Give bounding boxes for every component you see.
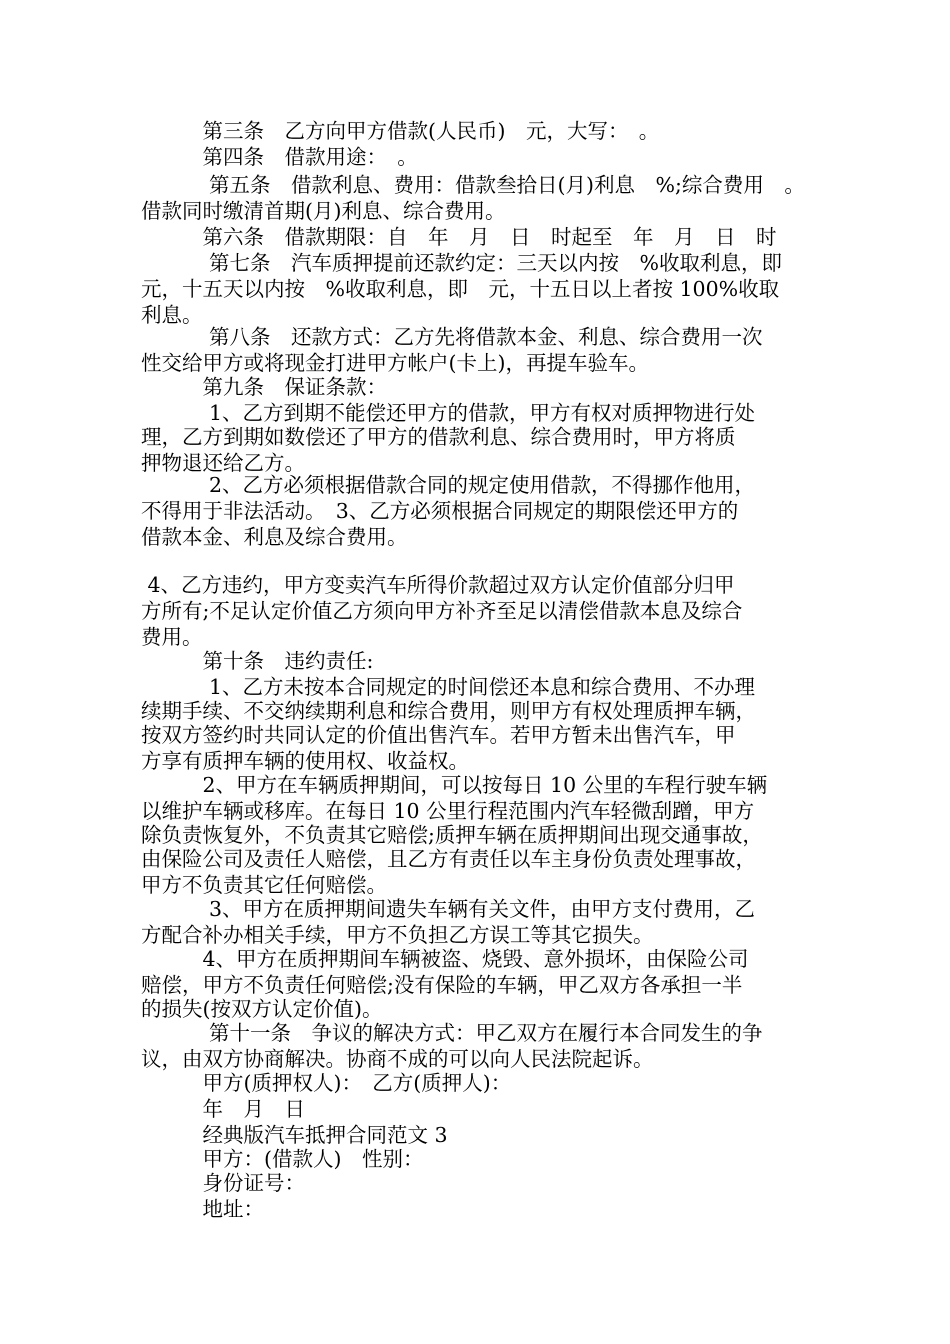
text-line: 不得用于非法活动。 3、乙方必须根据合同规定的期限偿还甲方的: [141, 499, 739, 523]
text-line: 利息。: [141, 303, 203, 327]
text-line: 1、乙方到期不能偿还甲方的借款，甲方有权对质押物进行处: [141, 401, 756, 425]
text-line: 除负责恢复外，不负责其它赔偿;质押车辆在质押期间出现交通事故，: [141, 823, 763, 847]
text-line: 续期手续、不交纳续期利息和综合费用，则甲方有权处理质押车辆，: [141, 699, 756, 723]
text-line: 由保险公司及责任人赔偿，且乙方有责任以车主身份负责处理事故，: [141, 847, 756, 871]
text-line: 地址：: [141, 1197, 264, 1221]
text-line: 第八条 还款方式：乙方先将借款本金、利息、综合费用一次: [141, 325, 763, 349]
text-line: 的损失(按双方认定价值)。: [141, 997, 383, 1021]
text-line: 第九条 保证条款：: [141, 375, 387, 399]
text-line: 议，由双方协商解决。协商不成的可以向人民法院起诉。: [141, 1047, 654, 1071]
text-line: 第十条 违约责任:: [141, 649, 374, 673]
text-line: 方所有;不足认定价值乙方须向甲方补齐至足以清偿借款本息及综合: [141, 599, 743, 623]
text-line: 借款本金、利息及综合费用。: [141, 525, 408, 549]
text-line: 甲方不负责其它任何赔偿。: [141, 873, 387, 897]
text-line: 甲方(质押权人)： 乙方(质押人)：: [141, 1071, 512, 1095]
text-line: 2、甲方在车辆质押期间，可以按每日 10 公里的车程行驶车辆: [141, 773, 768, 797]
text-line: 理，乙方到期如数偿还了甲方的借款利息、综合费用时，甲方将质: [141, 425, 736, 449]
text-line: 赔偿，甲方不负责任何赔偿;没有保险的车辆，甲乙双方各承担一半: [141, 973, 743, 997]
text-line: 第三条 乙方向甲方借款(人民币) 元，大写： 。: [141, 119, 660, 143]
text-line: 方配合补办相关手续，甲方不负担乙方误工等其它损失。: [141, 923, 654, 947]
text-line: 方享有质押车辆的使用权、收益权。: [141, 749, 469, 773]
text-line: 4、乙方违约，甲方变卖汽车所得价款超过双方认定价值部分归甲: [141, 573, 735, 597]
text-line: 身份证号：: [141, 1171, 305, 1195]
text-line: 按双方签约时共同认定的价值出售汽车。若甲方暂未出售汽车，甲: [141, 723, 736, 747]
text-line: 4、甲方在质押期间车辆被盗、烧毁、意外损坏，由保险公司: [141, 947, 749, 971]
text-line: 第十一条 争议的解决方式：甲乙双方在履行本合同发生的争: [141, 1021, 763, 1045]
text-line: 性交给甲方或将现金打进甲方帐户(卡上)，再提车验车。: [141, 351, 649, 375]
text-line: 费用。: [141, 625, 203, 649]
text-line: 押物退还给乙方。: [141, 451, 305, 475]
text-line: 第六条 借款期限：自 年 月 日 时起至 年 月 日 时: [141, 225, 777, 249]
text-line: 年 月 日: [141, 1097, 305, 1121]
text-line: 经典版汽车抵押合同范文 3: [141, 1123, 448, 1147]
text-line: 元，十五天以内按 %收取利息，即 元，十五日以上者按 100%收取: [141, 277, 780, 301]
text-line: 第四条 借款用途： 。: [141, 145, 418, 169]
text-line: 甲方：(借款人) 性别：: [141, 1147, 424, 1171]
text-line: 以维护车辆或移库。在每日 10 公里行程范围内汽车轻微刮蹭，甲方: [141, 799, 755, 823]
text-line: 3、甲方在质押期间遗失车辆有关文件，由甲方支付费用，乙: [141, 897, 756, 921]
text-line: 借款同时缴清首期(月)利息、综合费用。: [141, 199, 506, 223]
text-line: 第五条 借款利息、费用：借款叁拾日(月)利息 %;综合费用 。: [141, 173, 805, 197]
text-line: 1、乙方未按本合同规定的时间偿还本息和综合费用、不办理: [141, 675, 756, 699]
text-line: 第七条 汽车质押提前还款约定：三天以内按 %收取利息，即: [141, 251, 782, 275]
text-line: 2、乙方必须根据借款合同的规定使用借款，不得挪作他用，: [141, 473, 756, 497]
